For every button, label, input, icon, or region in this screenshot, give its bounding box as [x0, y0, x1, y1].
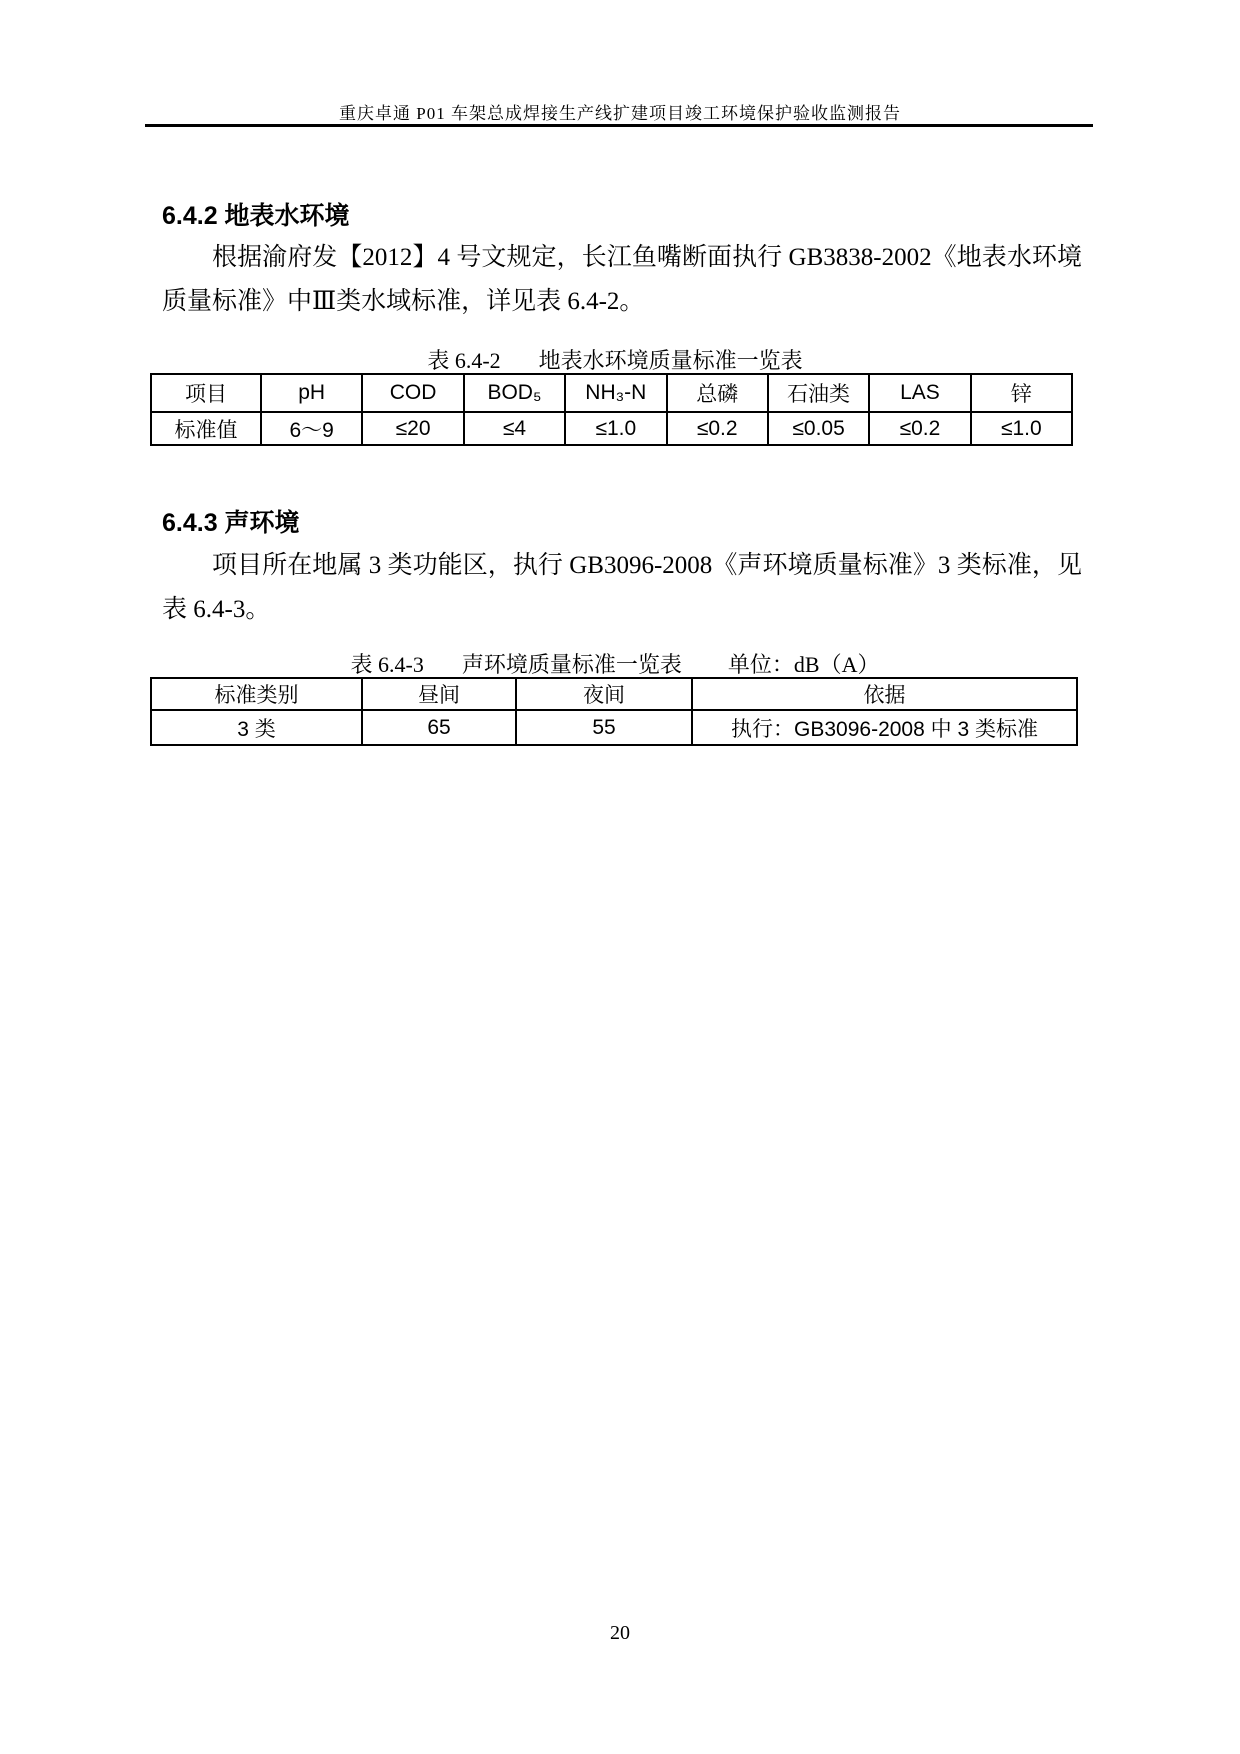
table-cell: ≤0.05 [768, 412, 869, 445]
table-caption-642 [150, 344, 1080, 375]
header-cell: BOD₅ [464, 374, 565, 412]
header-cell: 总磷 [667, 374, 768, 412]
header-cell: NH₃-N [565, 374, 666, 412]
header-cell: COD [362, 374, 463, 412]
table-row [151, 412, 1072, 445]
header-cell: 标准类别 [151, 678, 362, 710]
table-label: 表 6.4-2 [427, 348, 501, 373]
table-cell: ≤0.2 [667, 412, 768, 445]
header-divider-rule [145, 124, 1093, 127]
paragraph-noise: 项目所在地属 3 类功能区，执行 GB3096-2008《声环境质量标准》3 类标准，见表 6.4-3。 [162, 552, 1082, 623]
table-cell: 3 类 [151, 710, 362, 745]
table-cell: 65 [362, 710, 516, 745]
table-cell: ≤1.0 [565, 412, 666, 445]
table-cell: ≤0.2 [869, 412, 970, 445]
header-cell: pH [261, 374, 362, 412]
header-cell: 昼间 [362, 678, 516, 710]
table-cell: 55 [516, 710, 692, 745]
table-cell: 标准值 [151, 412, 261, 445]
table-header-row [151, 678, 1077, 710]
header-cell: LAS [869, 374, 970, 412]
table-label: 表 6.4-3 [350, 652, 424, 677]
table-cell: ≤4 [464, 412, 565, 445]
header-cell: 锌 [971, 374, 1072, 412]
noise-standards-table [150, 677, 1078, 746]
table-header-row [151, 374, 1072, 412]
header-cell: 夜间 [516, 678, 692, 710]
table-caption-643 [150, 648, 1080, 679]
section-heading-642: 6.4.2 地表水环境 [162, 202, 350, 230]
table-row [151, 710, 1077, 745]
document-header-title: 重庆卓通 P01 车架总成焊接生产线扩建项目竣工环境保护验收监测报告 [339, 104, 901, 123]
table-cell: ≤20 [362, 412, 463, 445]
table-cell: 执行：GB3096-2008 中 3 类标准 [692, 710, 1077, 745]
table-title: 地表水环境质量标准一览表 [538, 348, 803, 373]
header-cell: 石油类 [768, 374, 869, 412]
table-cell: ≤1.0 [971, 412, 1072, 445]
surface-water-standards-table [150, 373, 1073, 446]
section-heading-643: 6.4.3 声环境 [162, 509, 300, 537]
table-unit: 单位：dB（A） [727, 652, 880, 677]
paragraph-surface-water: 根据渝府发【2012】4 号文规定，长江鱼嘴断面执行 GB3838-2002《地表水环境质量标准》中Ⅲ类水域标准，详见表 6.4-2。 [162, 244, 1082, 315]
table-cell: 6～9 [261, 412, 362, 445]
header-cell: 项目 [151, 374, 261, 412]
page-number: 20 [610, 1622, 630, 1644]
header-cell: 依据 [692, 678, 1077, 710]
table-title: 声环境质量标准一览表 [461, 652, 682, 677]
